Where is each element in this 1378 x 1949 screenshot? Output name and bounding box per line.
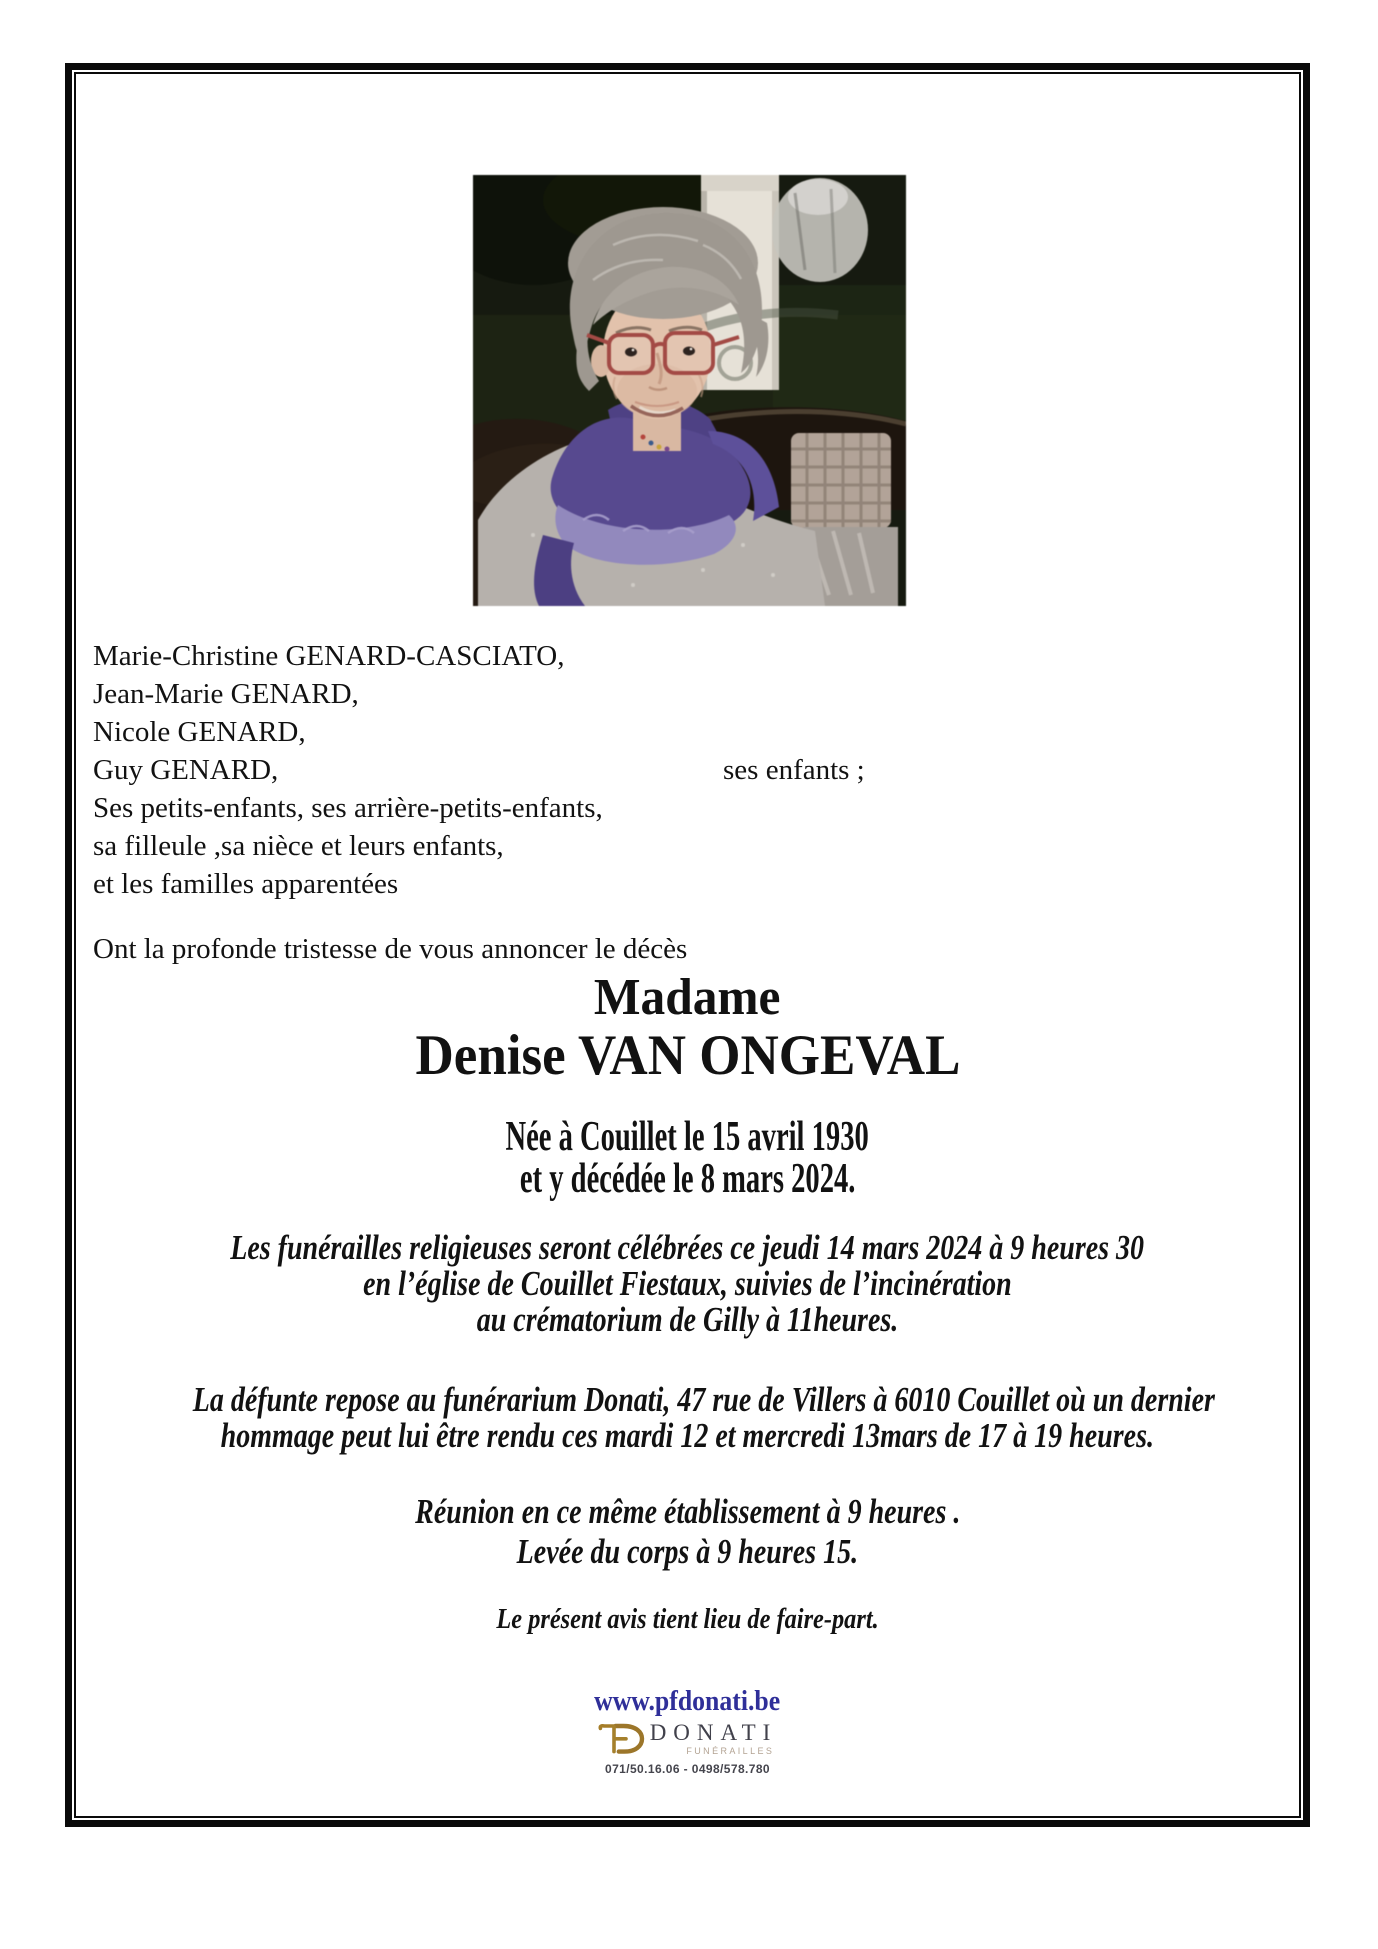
announcement-line: Ont la profonde tristesse de vous annoncer le décès <box>93 933 688 965</box>
repose-line: La défunte repose au funérarium Donati, 47 rue de Villers à 6010 Couillet où un dernier <box>192 1380 1215 1419</box>
funeral-line: au crématorium de Gilly à 11heures. <box>476 1300 899 1339</box>
meeting-line: Réunion en ce même établissement à 9 heures . <box>414 1492 961 1531</box>
children-label: ses enfants ; <box>723 754 865 786</box>
farewell-note: Le présent avis tient lieu de faire-part. <box>496 1603 879 1635</box>
funeral-home-logo-block <box>65 1718 1310 1776</box>
repose-line: hommage peut lui être rendu ces mardi 12 et mercredi 13mars de 17 à 19 heures. <box>220 1416 1155 1455</box>
brand-name: DONATI <box>649 1720 778 1745</box>
donati-monogram-icon <box>598 1718 646 1758</box>
family-line: Ses petits-enfants, ses arrière-petits-enfants, <box>93 792 603 824</box>
title-madame: Madame <box>594 969 781 1026</box>
family-line: Guy GENARD, ses enfants ; <box>93 751 603 789</box>
phone-numbers: 071/50.16.06 - 0498/578.780 <box>605 1762 770 1776</box>
family-line: et les familles apparentées <box>93 868 399 900</box>
family-block <box>93 637 865 903</box>
website-url: www.pfdonati.be <box>594 1686 781 1717</box>
birth-line: Née à Couillet le 15 avril 1930 <box>505 1114 870 1160</box>
funeral-line: en l’église de Couillet Fiestaux, suivies de l’incinération <box>363 1264 1012 1303</box>
family-line: Nicole GENARD, <box>93 716 306 748</box>
family-line: sa filleule ,sa nièce et leurs enfants, <box>93 830 504 862</box>
family-line: Jean-Marie GENARD, <box>93 678 359 710</box>
deceased-name: Denise VAN ONGEVAL <box>415 1024 960 1087</box>
portrait-photo <box>473 175 906 606</box>
family-line: Marie-Christine GENARD-CASCIATO, <box>93 640 565 672</box>
brand-subtitle: FUNÉRAILLES <box>686 1746 775 1756</box>
funeral-line: Les funérailles religieuses seront célébrées ce jeudi 14 mars 2024 à 9 heures 30 <box>230 1228 1145 1267</box>
death-line: et y décédée le 8 mars 2024. <box>519 1156 856 1202</box>
meeting-line: Levée du corps à 9 heures 15. <box>516 1532 859 1571</box>
